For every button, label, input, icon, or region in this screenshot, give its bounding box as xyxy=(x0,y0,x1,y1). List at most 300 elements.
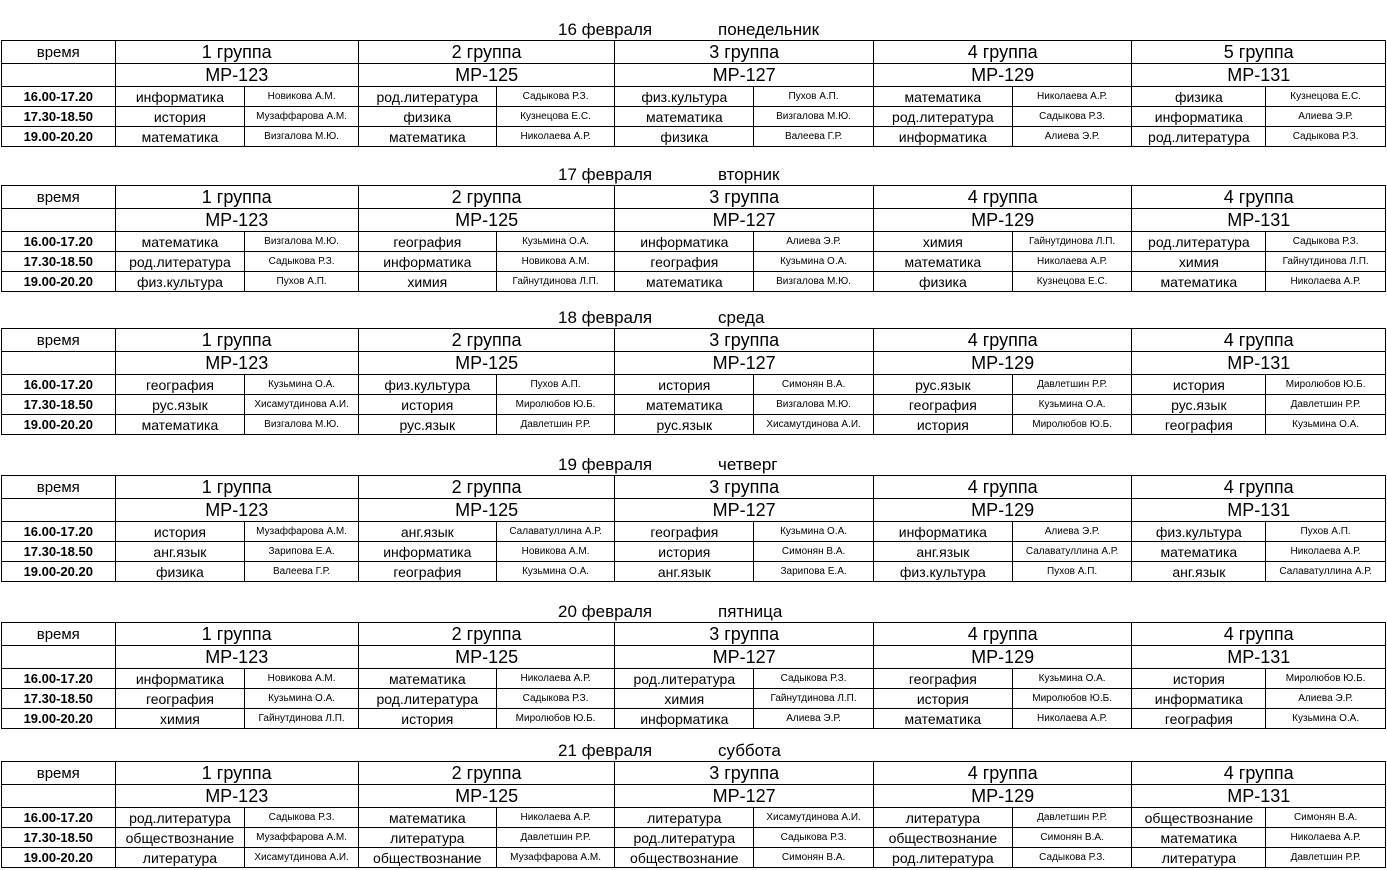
subject-cell: математика xyxy=(115,127,245,147)
subject-cell: история xyxy=(615,542,754,562)
subject-cell: анг.язык xyxy=(115,542,245,562)
teacher-cell: Миролюбов Ю.Б. xyxy=(1012,689,1132,709)
day-title xyxy=(0,165,1387,185)
lesson-row xyxy=(2,232,1386,252)
subject-cell: информатика xyxy=(358,542,496,562)
teacher-cell: Алиева Э.Р. xyxy=(1012,127,1132,147)
teacher-cell: Давлетшин Р.Р. xyxy=(496,828,615,848)
teacher-cell: Садыкова Р.З. xyxy=(496,689,615,709)
teacher-cell: Хисамутдинова А.И. xyxy=(245,395,359,415)
day-weekday: четверг xyxy=(718,455,778,474)
group-header-row xyxy=(2,623,1386,646)
subject-cell: математика xyxy=(873,252,1012,272)
time-column-header: время xyxy=(2,762,116,785)
teacher-cell: Пухов А.П. xyxy=(1266,522,1386,542)
teacher-cell: Новикова А.М. xyxy=(496,252,615,272)
teacher-cell: Кузьмина О.А. xyxy=(1266,709,1386,729)
teacher-cell: Гайнутдинова Л.П. xyxy=(245,709,359,729)
teacher-cell: Давлетшин Р.Р. xyxy=(1012,375,1132,395)
subject-cell: обществознание xyxy=(358,848,496,868)
teacher-cell: Кузьмина О.А. xyxy=(496,232,615,252)
subject-cell: история xyxy=(115,107,245,127)
subject-cell: рус.язык xyxy=(873,375,1012,395)
group-name: 3 группа xyxy=(615,476,874,499)
teacher-cell: Валеева Г.Р. xyxy=(245,562,359,582)
group-header-row xyxy=(2,762,1386,785)
time-slot: 16.00-17.20 xyxy=(2,375,116,395)
group-code: МР-127 xyxy=(615,209,874,232)
time-slot: 17.30-18.50 xyxy=(2,252,116,272)
teacher-cell: Алиева Э.Р. xyxy=(754,232,874,252)
subject-cell: география xyxy=(358,232,496,252)
teacher-cell: Музаффарова А.М. xyxy=(245,828,359,848)
teacher-cell: Николаева А.Р. xyxy=(496,669,615,689)
teacher-cell: Николаева А.Р. xyxy=(1266,828,1386,848)
teacher-cell: Давлетшин Р.Р. xyxy=(1266,395,1386,415)
teacher-cell: Николаева А.Р. xyxy=(1266,272,1386,292)
teacher-cell: Кузнецова Е.С. xyxy=(1266,87,1386,107)
subject-cell: литература xyxy=(615,808,754,828)
subject-cell: математика xyxy=(1132,272,1266,292)
subject-cell: литература xyxy=(873,808,1012,828)
teacher-cell: Хисамутдинова А.И. xyxy=(754,415,874,435)
time-column-header: время xyxy=(2,329,116,352)
group-code: МР-131 xyxy=(1132,209,1386,232)
teacher-cell: Садыкова Р.З. xyxy=(1266,127,1386,147)
time-slot: 19.00-20.20 xyxy=(2,562,116,582)
empty-cell xyxy=(2,64,116,87)
teacher-cell: Алиева Э.Р. xyxy=(1266,107,1386,127)
schedule-table xyxy=(1,475,1386,582)
group-code: МР-127 xyxy=(615,64,874,87)
teacher-cell: Кузьмина О.А. xyxy=(754,252,874,272)
group-code: МР-123 xyxy=(115,646,358,669)
group-name: 4 группа xyxy=(873,186,1132,209)
subject-cell: история xyxy=(873,689,1012,709)
subject-cell: химия xyxy=(615,689,754,709)
group-name: 2 группа xyxy=(358,186,615,209)
group-code: МР-131 xyxy=(1132,646,1386,669)
teacher-cell: Хисамутдинова А.И. xyxy=(245,848,359,868)
schedule-table xyxy=(1,622,1386,729)
day-weekday: вторник xyxy=(718,165,780,184)
day-date: 20 февраля xyxy=(558,602,653,621)
group-name: 4 группа xyxy=(873,476,1132,499)
teacher-cell: Симонян В.А. xyxy=(1012,828,1132,848)
day-date: 16 февраля xyxy=(558,20,653,39)
group-code: МР-123 xyxy=(115,209,358,232)
schedule-table xyxy=(1,761,1386,868)
subject-cell: род.литература xyxy=(615,828,754,848)
day-date: 21 февраля xyxy=(558,741,653,760)
lesson-row xyxy=(2,689,1386,709)
subject-cell: география xyxy=(358,562,496,582)
time-slot: 17.30-18.50 xyxy=(2,107,116,127)
teacher-cell: Салаватуллина А.Р. xyxy=(1266,562,1386,582)
group-code: МР-131 xyxy=(1132,499,1386,522)
day-weekday: пятница xyxy=(718,602,783,621)
subject-cell: физика xyxy=(615,127,754,147)
subject-cell: физ.культура xyxy=(115,272,245,292)
teacher-cell: Зарипова Е.А. xyxy=(754,562,874,582)
lesson-row xyxy=(2,848,1386,868)
group-code: МР-125 xyxy=(358,64,615,87)
group-code: МР-129 xyxy=(873,209,1132,232)
group-name: 2 группа xyxy=(358,762,615,785)
teacher-cell: Симонян В.А. xyxy=(754,375,874,395)
group-code: МР-123 xyxy=(115,352,358,375)
subject-cell: математика xyxy=(873,87,1012,107)
group-name: 1 группа xyxy=(115,186,358,209)
group-name: 4 группа xyxy=(1132,329,1386,352)
subject-cell: математика xyxy=(115,415,245,435)
time-slot: 17.30-18.50 xyxy=(2,542,116,562)
subject-cell: информатика xyxy=(615,709,754,729)
teacher-cell: Кузнецова Е.С. xyxy=(1012,272,1132,292)
teacher-cell: Миролюбов Ю.Б. xyxy=(1012,415,1132,435)
lesson-row xyxy=(2,415,1386,435)
day-title xyxy=(0,602,1387,622)
subject-cell: математика xyxy=(115,232,245,252)
group-header-row xyxy=(2,329,1386,352)
subject-cell: рус.язык xyxy=(115,395,245,415)
subject-cell: география xyxy=(615,522,754,542)
subject-cell: рус.язык xyxy=(1132,395,1266,415)
empty-cell xyxy=(2,785,116,808)
group-name: 3 группа xyxy=(615,762,874,785)
subject-cell: род.литература xyxy=(873,848,1012,868)
teacher-cell: Садыкова Р.З. xyxy=(1266,232,1386,252)
teacher-cell: Садыкова Р.З. xyxy=(754,669,874,689)
teacher-cell: Кузьмина О.А. xyxy=(1266,415,1386,435)
teacher-cell: Музаффарова А.М. xyxy=(245,107,359,127)
lesson-row xyxy=(2,828,1386,848)
lesson-row xyxy=(2,252,1386,272)
time-slot: 16.00-17.20 xyxy=(2,87,116,107)
group-code-row xyxy=(2,646,1386,669)
teacher-cell: Визгалова М.Ю. xyxy=(754,395,874,415)
subject-cell: литература xyxy=(115,848,245,868)
teacher-cell: Пухов А.П. xyxy=(245,272,359,292)
subject-cell: обществознание xyxy=(873,828,1012,848)
teacher-cell: Давлетшин Р.Р. xyxy=(1266,848,1386,868)
time-column-header: время xyxy=(2,186,116,209)
teacher-cell: Валеева Г.Р. xyxy=(754,127,874,147)
group-name: 4 группа xyxy=(873,762,1132,785)
teacher-cell: Миролюбов Ю.Б. xyxy=(1266,375,1386,395)
teacher-cell: Алиева Э.Р. xyxy=(1012,522,1132,542)
group-code: МР-129 xyxy=(873,352,1132,375)
teacher-cell: Николаева А.Р. xyxy=(496,127,615,147)
subject-cell: география xyxy=(1132,709,1266,729)
teacher-cell: Кузьмина О.А. xyxy=(245,375,359,395)
subject-cell: физ.культура xyxy=(1132,522,1266,542)
subject-cell: рус.язык xyxy=(615,415,754,435)
subject-cell: география xyxy=(873,669,1012,689)
teacher-cell: Садыкова Р.З. xyxy=(245,252,359,272)
subject-cell: математика xyxy=(873,709,1012,729)
subject-cell: физ.культура xyxy=(873,562,1012,582)
teacher-cell: Визгалова М.Ю. xyxy=(245,232,359,252)
schedule-table xyxy=(1,328,1386,435)
teacher-cell: Садыкова Р.З. xyxy=(754,828,874,848)
group-name: 1 группа xyxy=(115,762,358,785)
subject-cell: информатика xyxy=(1132,689,1266,709)
group-header-row xyxy=(2,41,1386,64)
schedule-table xyxy=(1,185,1386,292)
group-name: 4 группа xyxy=(1132,762,1386,785)
teacher-cell: Николаева А.Р. xyxy=(1266,542,1386,562)
subject-cell: химия xyxy=(358,272,496,292)
teacher-cell: Николаева А.Р. xyxy=(1012,709,1132,729)
day-title xyxy=(0,741,1387,761)
empty-cell xyxy=(2,352,116,375)
teacher-cell: Зарипова Е.А. xyxy=(245,542,359,562)
subject-cell: обществознание xyxy=(115,828,245,848)
day-title xyxy=(0,308,1387,328)
subject-cell: химия xyxy=(1132,252,1266,272)
subject-cell: род.литература xyxy=(1132,232,1266,252)
empty-cell xyxy=(2,646,116,669)
teacher-cell: Садыкова Р.З. xyxy=(1012,107,1132,127)
group-name: 3 группа xyxy=(615,623,874,646)
teacher-cell: Миролюбов Ю.Б. xyxy=(496,395,615,415)
teacher-cell: Миролюбов Ю.Б. xyxy=(1266,669,1386,689)
teacher-cell: Кузьмина О.А. xyxy=(496,562,615,582)
group-code: МР-129 xyxy=(873,499,1132,522)
teacher-cell: Музаффарова А.М. xyxy=(245,522,359,542)
teacher-cell: Симонян В.А. xyxy=(754,542,874,562)
group-header-row xyxy=(2,476,1386,499)
subject-cell: литература xyxy=(1132,848,1266,868)
lesson-row xyxy=(2,87,1386,107)
group-name: 2 группа xyxy=(358,623,615,646)
group-code: МР-131 xyxy=(1132,785,1386,808)
subject-cell: история xyxy=(615,375,754,395)
time-slot: 19.00-20.20 xyxy=(2,848,116,868)
teacher-cell: Николаева А.Р. xyxy=(496,808,615,828)
time-slot: 19.00-20.20 xyxy=(2,709,116,729)
teacher-cell: Садыкова Р.З. xyxy=(496,87,615,107)
group-code-row xyxy=(2,209,1386,232)
time-slot: 17.30-18.50 xyxy=(2,689,116,709)
lesson-row xyxy=(2,562,1386,582)
lesson-row xyxy=(2,709,1386,729)
group-code: МР-125 xyxy=(358,785,615,808)
subject-cell: математика xyxy=(358,127,496,147)
lesson-row xyxy=(2,375,1386,395)
lesson-row xyxy=(2,669,1386,689)
subject-cell: информатика xyxy=(358,252,496,272)
group-code: МР-131 xyxy=(1132,352,1386,375)
teacher-cell: Садыкова Р.З. xyxy=(1012,848,1132,868)
subject-cell: информатика xyxy=(115,87,245,107)
group-code: МР-127 xyxy=(615,499,874,522)
subject-cell: анг.язык xyxy=(1132,562,1266,582)
time-slot: 17.30-18.50 xyxy=(2,828,116,848)
subject-cell: обществознание xyxy=(615,848,754,868)
time-slot: 16.00-17.20 xyxy=(2,808,116,828)
group-name: 3 группа xyxy=(615,186,874,209)
subject-cell: физ.культура xyxy=(358,375,496,395)
day-weekday: суббота xyxy=(718,741,781,760)
subject-cell: математика xyxy=(615,107,754,127)
empty-cell xyxy=(2,499,116,522)
teacher-cell: Салаватуллина А.Р. xyxy=(1012,542,1132,562)
group-code: МР-123 xyxy=(115,499,358,522)
group-name: 4 группа xyxy=(1132,186,1386,209)
subject-cell: математика xyxy=(1132,542,1266,562)
subject-cell: род.литература xyxy=(115,252,245,272)
subject-cell: род.литература xyxy=(115,808,245,828)
teacher-cell: Визгалова М.Ю. xyxy=(754,107,874,127)
subject-cell: физика xyxy=(873,272,1012,292)
group-name: 4 группа xyxy=(1132,623,1386,646)
subject-cell: география xyxy=(873,395,1012,415)
teacher-cell: Визгалова М.Ю. xyxy=(245,415,359,435)
teacher-cell: Миролюбов Ю.Б. xyxy=(496,709,615,729)
subject-cell: история xyxy=(1132,375,1266,395)
lesson-row xyxy=(2,522,1386,542)
group-code: МР-127 xyxy=(615,785,874,808)
schedule-table xyxy=(1,40,1386,147)
group-name: 4 группа xyxy=(873,623,1132,646)
subject-cell: информатика xyxy=(873,127,1012,147)
teacher-cell: Кузнецова Е.С. xyxy=(496,107,615,127)
subject-cell: география xyxy=(1132,415,1266,435)
teacher-cell: Симонян В.А. xyxy=(754,848,874,868)
time-slot: 16.00-17.20 xyxy=(2,669,116,689)
group-name: 3 группа xyxy=(615,41,874,64)
teacher-cell: Гайнутдинова Л.П. xyxy=(1012,232,1132,252)
teacher-cell: Кузьмина О.А. xyxy=(754,522,874,542)
lesson-row xyxy=(2,808,1386,828)
lesson-row xyxy=(2,127,1386,147)
subject-cell: род.литература xyxy=(615,669,754,689)
teacher-cell: Гайнутдинова Л.П. xyxy=(1266,252,1386,272)
subject-cell: анг.язык xyxy=(615,562,754,582)
subject-cell: математика xyxy=(615,395,754,415)
lesson-row xyxy=(2,107,1386,127)
lesson-row xyxy=(2,272,1386,292)
group-name: 1 группа xyxy=(115,329,358,352)
teacher-cell: Визгалова М.Ю. xyxy=(245,127,359,147)
teacher-cell: Алиева Э.Р. xyxy=(1266,689,1386,709)
teacher-cell: Кузьмина О.А. xyxy=(1012,669,1132,689)
group-code: МР-123 xyxy=(115,64,358,87)
group-code: МР-129 xyxy=(873,64,1132,87)
group-code: МР-123 xyxy=(115,785,358,808)
group-code-row xyxy=(2,64,1386,87)
group-name: 2 группа xyxy=(358,41,615,64)
subject-cell: род.литература xyxy=(358,87,496,107)
teacher-cell: Пухов А.П. xyxy=(1012,562,1132,582)
subject-cell: физика xyxy=(1132,87,1266,107)
day-weekday: понедельник xyxy=(718,20,820,39)
group-code-row xyxy=(2,352,1386,375)
subject-cell: химия xyxy=(115,709,245,729)
teacher-cell: Гайнутдинова Л.П. xyxy=(496,272,615,292)
teacher-cell: Новикова А.М. xyxy=(496,542,615,562)
time-slot: 19.00-20.20 xyxy=(2,272,116,292)
day-date: 19 февраля xyxy=(558,455,653,474)
teacher-cell: Музаффарова А.М. xyxy=(496,848,615,868)
subject-cell: химия xyxy=(873,232,1012,252)
subject-cell: информатика xyxy=(615,232,754,252)
group-name: 1 группа xyxy=(115,623,358,646)
subject-cell: информатика xyxy=(115,669,245,689)
subject-cell: история xyxy=(873,415,1012,435)
group-header-row xyxy=(2,186,1386,209)
teacher-cell: Новикова А.М. xyxy=(245,87,359,107)
subject-cell: математика xyxy=(358,808,496,828)
group-code-row xyxy=(2,499,1386,522)
time-slot: 19.00-20.20 xyxy=(2,127,116,147)
group-name: 1 группа xyxy=(115,41,358,64)
time-slot: 16.00-17.20 xyxy=(2,522,116,542)
teacher-cell: Хисамутдинова А.И. xyxy=(754,808,874,828)
group-code: МР-129 xyxy=(873,646,1132,669)
teacher-cell: Салаватуллина А.Р. xyxy=(496,522,615,542)
subject-cell: математика xyxy=(615,272,754,292)
group-name: 5 группа xyxy=(1132,41,1386,64)
group-code: МР-129 xyxy=(873,785,1132,808)
subject-cell: рус.язык xyxy=(358,415,496,435)
subject-cell: география xyxy=(115,689,245,709)
time-column-header: время xyxy=(2,476,116,499)
subject-cell: история xyxy=(358,395,496,415)
group-code: МР-125 xyxy=(358,499,615,522)
teacher-cell: Симонян В.А. xyxy=(1266,808,1386,828)
subject-cell: литература xyxy=(358,828,496,848)
teacher-cell: Кузьмина О.А. xyxy=(245,689,359,709)
time-column-header: время xyxy=(2,623,116,646)
group-name: 4 группа xyxy=(1132,476,1386,499)
subject-cell: история xyxy=(115,522,245,542)
teacher-cell: Новикова А.М. xyxy=(245,669,359,689)
group-code: МР-125 xyxy=(358,352,615,375)
teacher-cell: Кузьмина О.А. xyxy=(1012,395,1132,415)
subject-cell: география xyxy=(115,375,245,395)
group-code-row xyxy=(2,785,1386,808)
time-slot: 17.30-18.50 xyxy=(2,395,116,415)
day-weekday: среда xyxy=(718,308,765,327)
subject-cell: физика xyxy=(115,562,245,582)
teacher-cell: Давлетшин Р.Р. xyxy=(496,415,615,435)
group-name: 1 группа xyxy=(115,476,358,499)
group-code: МР-127 xyxy=(615,352,874,375)
subject-cell: информатика xyxy=(873,522,1012,542)
group-name: 2 группа xyxy=(358,476,615,499)
group-code: МР-131 xyxy=(1132,64,1386,87)
teacher-cell: Пухов А.П. xyxy=(496,375,615,395)
time-slot: 16.00-17.20 xyxy=(2,232,116,252)
subject-cell: род.литература xyxy=(358,689,496,709)
group-name: 3 группа xyxy=(615,329,874,352)
group-code: МР-127 xyxy=(615,646,874,669)
subject-cell: география xyxy=(615,252,754,272)
teacher-cell: Гайнутдинова Л.П. xyxy=(754,689,874,709)
day-title xyxy=(0,20,1387,40)
subject-cell: физ.культура xyxy=(615,87,754,107)
subject-cell: род.литература xyxy=(873,107,1012,127)
subject-cell: анг.язык xyxy=(358,522,496,542)
subject-cell: анг.язык xyxy=(873,542,1012,562)
group-code: МР-125 xyxy=(358,646,615,669)
group-name: 4 группа xyxy=(873,329,1132,352)
subject-cell: информатика xyxy=(1132,107,1266,127)
subject-cell: история xyxy=(358,709,496,729)
